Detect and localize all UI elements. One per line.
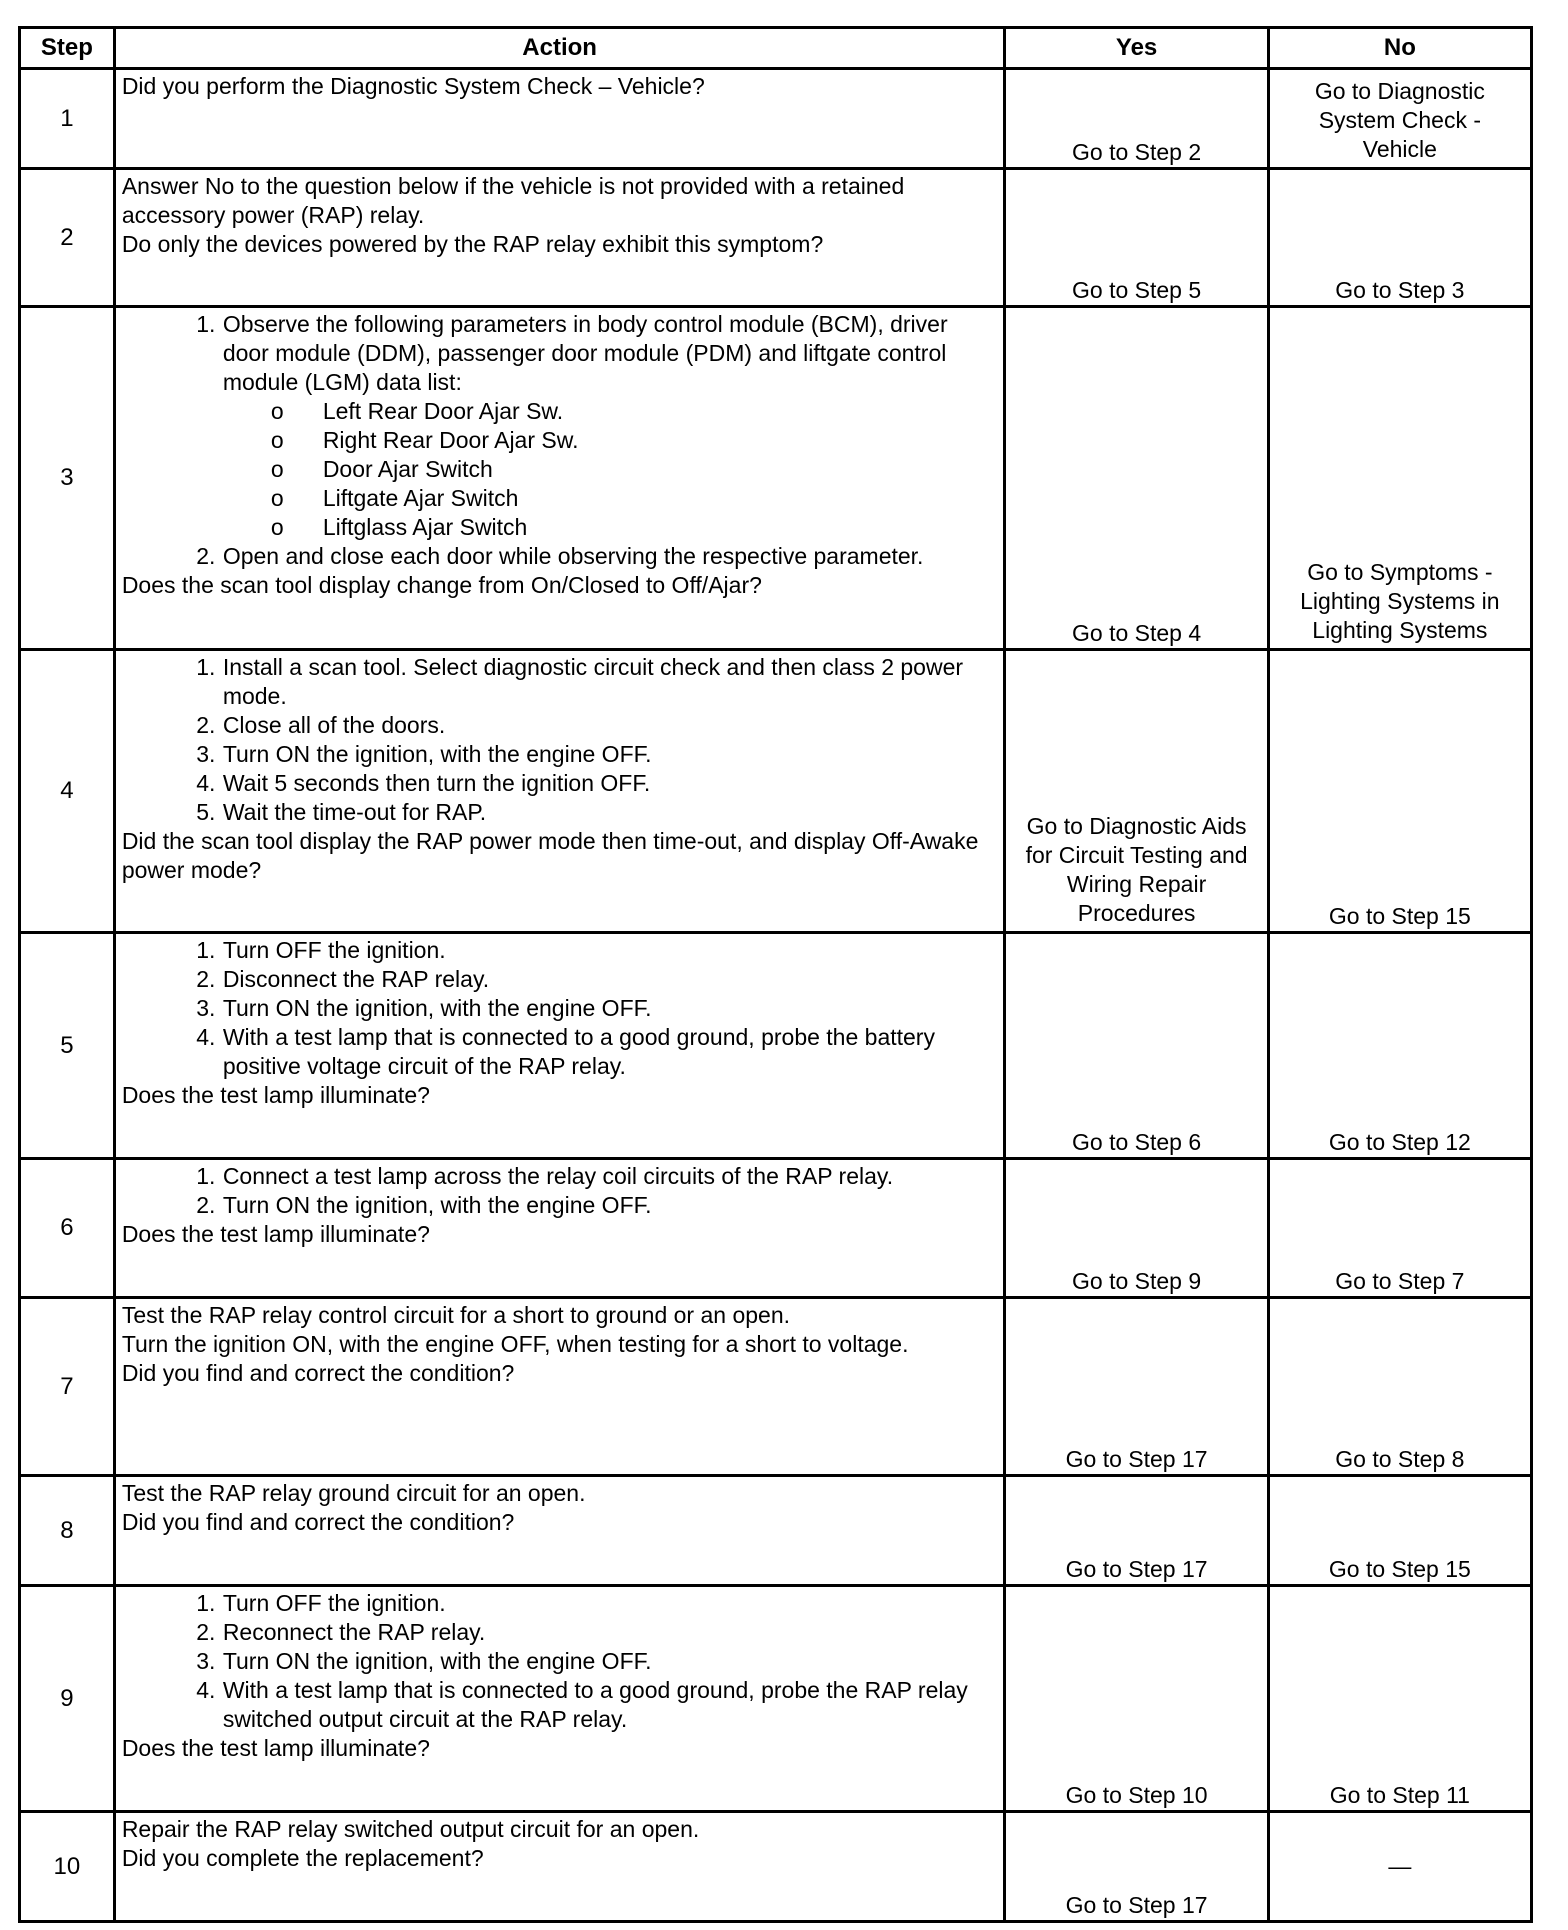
action-question: Did you find and correct the condition? bbox=[121, 1509, 515, 1535]
step-number: 1 bbox=[20, 69, 115, 169]
step-number: 10 bbox=[20, 1812, 115, 1922]
action-cell bbox=[114, 169, 1005, 307]
action-cell bbox=[114, 933, 1005, 1159]
procedure-list bbox=[122, 653, 998, 827]
table-row bbox=[20, 69, 1532, 169]
action-cell bbox=[114, 1159, 1005, 1298]
yes-cell: Go to Step 17 bbox=[1005, 1476, 1268, 1586]
no-cell: Go to Symptoms - Lighting Systems in Lighting Systems bbox=[1268, 307, 1531, 650]
step-number: 4 bbox=[20, 650, 115, 933]
action-question: Did the scan tool display the RAP power mode then time-out, and display Off-Awake power mode? bbox=[121, 828, 979, 883]
parameter-list bbox=[223, 397, 998, 542]
no-cell: Go to Step 15 bbox=[1268, 1476, 1531, 1586]
procedure-step: 1. Connect a test lamp across the relay coil circuits of the RAP relay. bbox=[222, 1162, 998, 1191]
table-row bbox=[20, 650, 1532, 933]
parameter-item: o Liftglass Ajar Switch bbox=[323, 513, 998, 542]
yes-cell: Go to Step 17 bbox=[1005, 1298, 1268, 1476]
step-number: 5 bbox=[20, 933, 115, 1159]
procedure-step: 3. Turn ON the ignition, with the engine OFF. bbox=[222, 740, 998, 769]
table-row bbox=[20, 1586, 1532, 1812]
parameter-item: o Door Ajar Switch bbox=[323, 455, 998, 484]
procedure-list bbox=[122, 936, 998, 1081]
procedure-step: 1. Turn OFF the ignition. bbox=[222, 936, 998, 965]
parameter-item: o Left Rear Door Ajar Sw. bbox=[323, 397, 998, 426]
procedure-step: 2. Turn ON the ignition, with the engine OFF. bbox=[222, 1191, 998, 1220]
action-question: Did you find and correct the condition? bbox=[121, 1360, 515, 1386]
action-cell bbox=[114, 1476, 1005, 1586]
step-number: 9 bbox=[20, 1586, 115, 1812]
table-row bbox=[20, 933, 1532, 1159]
parameter-item: o Right Rear Door Ajar Sw. bbox=[323, 426, 998, 455]
action-cell bbox=[114, 1586, 1005, 1812]
step-number: 7 bbox=[20, 1298, 115, 1476]
action-intro: Answer No to the question below if the vehicle is not provided with a retained accessory power (RAP) relay. bbox=[121, 173, 905, 228]
yes-cell: Go to Step 10 bbox=[1005, 1586, 1268, 1812]
step-number: 3 bbox=[20, 307, 115, 650]
action-question: Does the test lamp illuminate? bbox=[121, 1735, 430, 1761]
procedure-step: 4. With a test lamp that is connected to a good ground, probe the battery positive voltage circuit of the RAP relay. bbox=[222, 1023, 998, 1081]
action-cell bbox=[114, 69, 1005, 169]
procedure-step: 2. Open and close each door while observing the respective parameter. bbox=[222, 542, 998, 571]
action-cell bbox=[114, 307, 1005, 650]
header-step: Step bbox=[20, 28, 115, 69]
no-cell: Go to Step 11 bbox=[1268, 1586, 1531, 1812]
header-row bbox=[20, 28, 1532, 69]
table-row bbox=[20, 1159, 1532, 1298]
table-row bbox=[20, 169, 1532, 307]
procedure-step: 1. Install a scan tool. Select diagnostic circuit check and then class 2 power mode. bbox=[222, 653, 998, 711]
table-row bbox=[20, 1298, 1532, 1476]
procedure-step: 2. Close all of the doors. bbox=[222, 711, 998, 740]
procedure-list bbox=[122, 1162, 998, 1220]
action-question: Did you complete the replacement? bbox=[121, 1845, 484, 1871]
step-number: 2 bbox=[20, 169, 115, 307]
no-cell: Go to Step 8 bbox=[1268, 1298, 1531, 1476]
header-no: No bbox=[1268, 28, 1531, 69]
procedure-list bbox=[122, 310, 998, 571]
parameter-item: o Liftgate Ajar Switch bbox=[323, 484, 998, 513]
no-cell: Go to Step 12 bbox=[1268, 933, 1531, 1159]
action-note: Turn the ignition ON, with the engine OFF, when testing for a short to voltage. bbox=[121, 1331, 909, 1357]
no-cell: Go to Diagnostic System Check - Vehicle bbox=[1268, 69, 1531, 169]
action-question: Do only the devices powered by the RAP relay exhibit this symptom? bbox=[121, 231, 824, 257]
action-intro: Test the RAP relay ground circuit for an open. bbox=[121, 1480, 586, 1506]
yes-cell: Go to Step 5 bbox=[1005, 169, 1268, 307]
procedure-step: 2. Disconnect the RAP relay. bbox=[222, 965, 998, 994]
procedure-list bbox=[122, 1589, 998, 1734]
no-cell: Go to Step 15 bbox=[1268, 650, 1531, 933]
procedure-step: 1. Observe the following parameters in body control module (BCM), driver door module (DDM), passenger door module (PDM) and liftgate control module (LGM) data list: o Left Rear Door Ajar Sw. o Right Rear Door Ajar Sw. o Door Ajar Switch o Liftgate Ajar Switch o Liftglass Ajar Switch bbox=[222, 310, 998, 542]
yes-cell: Go to Step 9 bbox=[1005, 1159, 1268, 1298]
yes-cell: Go to Step 2 bbox=[1005, 69, 1268, 169]
no-cell: Go to Step 7 bbox=[1268, 1159, 1531, 1298]
header-yes: Yes bbox=[1005, 28, 1268, 69]
yes-cell: Go to Step 6 bbox=[1005, 933, 1268, 1159]
action-intro: Repair the RAP relay switched output circuit for an open. bbox=[121, 1816, 700, 1842]
procedure-step: 2. Reconnect the RAP relay. bbox=[222, 1618, 998, 1647]
no-cell: Go to Step 3 bbox=[1268, 169, 1531, 307]
action-intro: Test the RAP relay control circuit for a short to ground or an open. bbox=[121, 1302, 791, 1328]
procedure-step: 5. Wait the time-out for RAP. bbox=[222, 798, 998, 827]
yes-cell: Go to Step 4 bbox=[1005, 307, 1268, 650]
no-cell: — bbox=[1268, 1812, 1531, 1922]
table-row bbox=[20, 1476, 1532, 1586]
action-question: Does the scan tool display change from On/Closed to Off/Ajar? bbox=[121, 572, 762, 598]
table-row bbox=[20, 307, 1532, 650]
diagnostic-table bbox=[18, 26, 1533, 1923]
action-cell bbox=[114, 1298, 1005, 1476]
action-cell bbox=[114, 650, 1005, 933]
yes-cell: Go to Diagnostic Aids for Circuit Testing and Wiring Repair Procedures bbox=[1005, 650, 1268, 933]
procedure-step: 3. Turn ON the ignition, with the engine OFF. bbox=[222, 994, 998, 1023]
action-question: Did you perform the Diagnostic System Check – Vehicle? bbox=[121, 73, 705, 99]
step-number: 6 bbox=[20, 1159, 115, 1298]
action-cell bbox=[114, 1812, 1005, 1922]
procedure-step: 4. With a test lamp that is connected to a good ground, probe the RAP relay switched output circuit at the RAP relay. bbox=[222, 1676, 998, 1734]
step-number: 8 bbox=[20, 1476, 115, 1586]
action-question: Does the test lamp illuminate? bbox=[121, 1221, 430, 1247]
procedure-step: 1. Turn OFF the ignition. bbox=[222, 1589, 998, 1618]
table-row bbox=[20, 1812, 1532, 1922]
procedure-step: 4. Wait 5 seconds then turn the ignition OFF. bbox=[222, 769, 998, 798]
header-action: Action bbox=[114, 28, 1005, 69]
procedure-step: 3. Turn ON the ignition, with the engine OFF. bbox=[222, 1647, 998, 1676]
action-question: Does the test lamp illuminate? bbox=[121, 1082, 430, 1108]
yes-cell: Go to Step 17 bbox=[1005, 1812, 1268, 1922]
